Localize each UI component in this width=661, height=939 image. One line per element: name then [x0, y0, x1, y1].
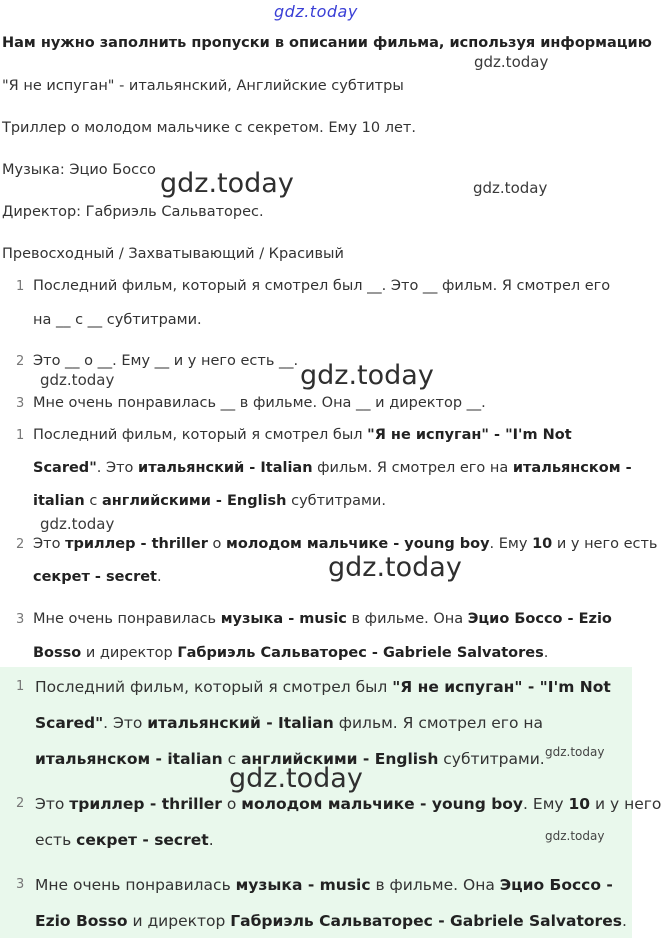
info-line-adjectives: Превосходный / Захватывающий / Красивый — [2, 246, 344, 262]
watermark: gdz.today — [328, 552, 462, 583]
task-number-2: 2 — [16, 354, 25, 369]
watermark: gdz.today — [474, 53, 549, 71]
task-line-1b: на __ с __ субтитрами. — [33, 312, 202, 328]
answer-2-line-b: секрет - secret. — [33, 569, 162, 585]
info-line-plot: Триллер о молодом мальчике с секретом. Ему 10 лет. — [2, 120, 416, 136]
answer-2-line-a: Это триллер - thriller о молодом мальчике - young boy. Ему 10 и у него есть — [33, 536, 658, 552]
task-line-2: Это __ о __. Ему __ и у него есть __. — [33, 353, 299, 369]
info-line-title: "Я не испуган" - итальянский, Английские субтитры — [2, 78, 404, 94]
answer-number-1: 1 — [16, 428, 25, 443]
watermark: gdz.today — [545, 829, 605, 843]
task-heading: Нам нужно заполнить пропуски в описании фильма, используя информацию — [2, 35, 652, 51]
answer2-1-line-b: Scared". Это итальянский - Italian фильм. Я смотрел его на — [35, 714, 543, 732]
watermark: gdz.today — [545, 745, 605, 759]
task-number-1: 1 — [16, 279, 25, 294]
watermark: gdz.today — [40, 515, 115, 533]
site-logo[interactable]: gdz.today — [274, 2, 358, 21]
answer-1-line-c: italian с английскими - English субтитрами. — [33, 493, 386, 509]
watermark: gdz.today — [160, 168, 294, 199]
answer-1-line-a: Последний фильм, который я смотрел был "Я не испуган" - "I'm Not — [33, 427, 572, 443]
answer2-1-line-a: Последний фильм, который я смотрел был "Я не испуган" - "I'm Not — [35, 678, 611, 696]
answer2-number-2: 2 — [16, 796, 25, 811]
answer2-2-line-a: Это триллер - thriller о молодом мальчике - young boy. Ему 10 и у него — [35, 795, 661, 813]
watermark: gdz.today — [473, 179, 548, 197]
watermark: gdz.today — [229, 763, 363, 794]
task-line-1a: Последний фильм, который я смотрел был __. Это __ фильм. Я смотрел его — [33, 278, 611, 294]
answer2-number-3: 3 — [16, 877, 25, 892]
answer2-3-line-b: Ezio Bosso и директор Габриэль Сальваторес - Gabriele Salvatores. — [35, 912, 627, 930]
task-number-3: 3 — [16, 396, 25, 411]
watermark: gdz.today — [300, 360, 434, 391]
answer2-2-line-b: есть секрет - secret. — [35, 831, 214, 849]
watermark: gdz.today — [40, 371, 115, 389]
answer2-1-line-c: итальянском - italian с английскими - English субтитрами. — [35, 750, 545, 768]
info-line-music: Музыка: Эцио Боссо — [2, 162, 156, 178]
answer2-3-line-a: Мне очень понравилась музыка - music в фильме. Она Эцио Боссо - — [35, 876, 613, 894]
answer-1-line-b: Scared". Это итальянский - Italian фильм. Я смотрел его на итальянском - — [33, 460, 632, 476]
info-line-director: Директор: Габриэль Сальваторес. — [2, 204, 264, 220]
answer-number-3: 3 — [16, 612, 25, 627]
answer-number-2: 2 — [16, 537, 25, 552]
task-line-3: Мне очень понравилась __ в фильме. Она __ и директор __. — [33, 395, 486, 411]
answer-3-line-b: Bosso и директор Габриэль Сальваторес - Gabriele Salvatores. — [33, 645, 549, 661]
answer2-number-1: 1 — [16, 679, 25, 694]
answer-3-line-a: Мне очень понравилась музыка - music в фильме. Она Эцио Боссо - Ezio — [33, 611, 612, 627]
